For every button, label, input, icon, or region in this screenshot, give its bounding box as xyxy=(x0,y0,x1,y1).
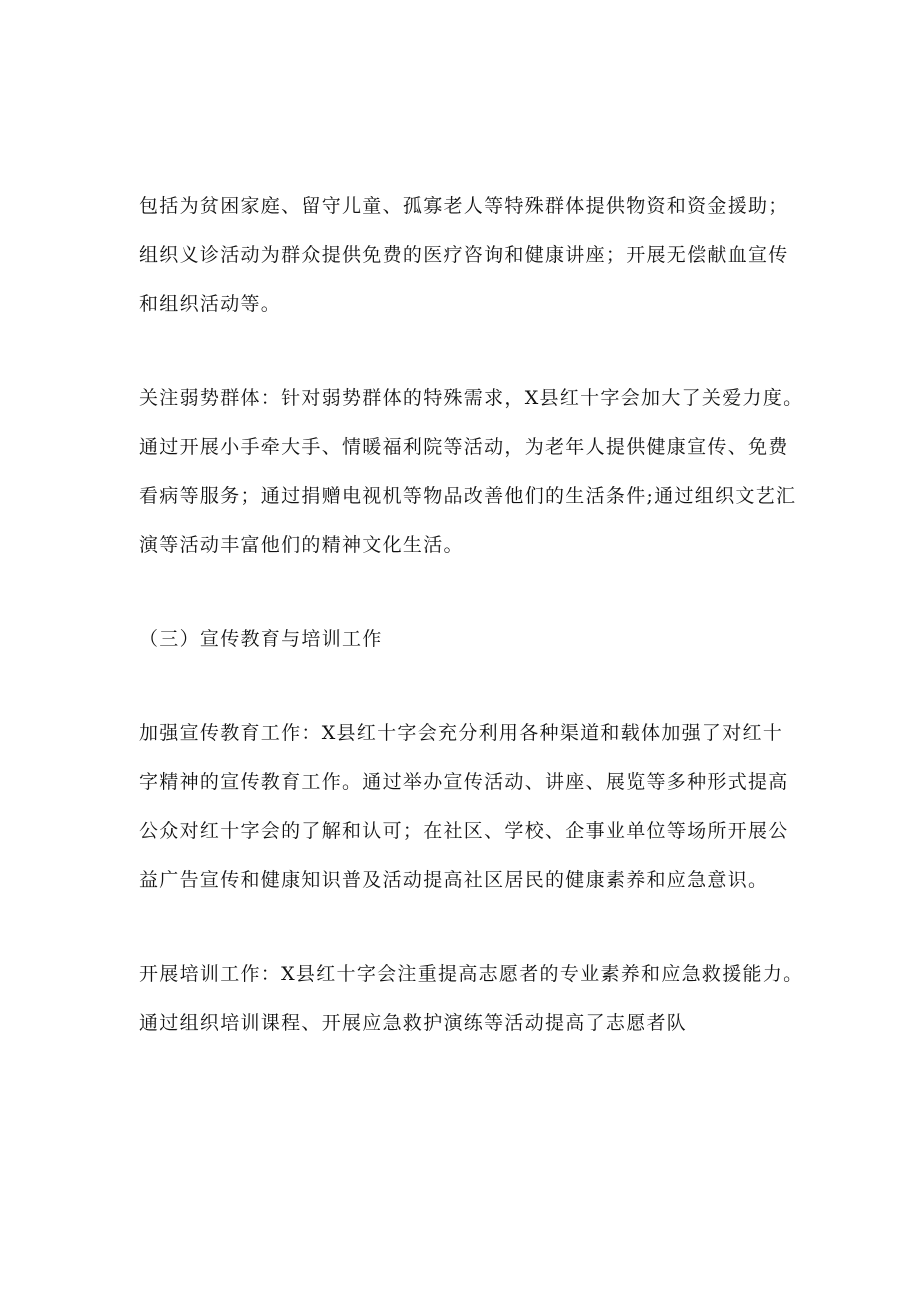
section-heading-text: （三）宣传教育与培训工作 xyxy=(139,628,383,650)
text-line: 演等活动丰富他们的精神文化生活。 xyxy=(139,534,464,556)
text-line: 关注弱势群体：针对弱势群体的特殊需求，X县红十字会加大了关爱力度。 xyxy=(139,387,804,409)
text-line: 益广告宣传和健康知识普及活动提高社区居民的健康素养和应急意识。 xyxy=(139,869,769,891)
paragraph-aid-activities xyxy=(139,182,789,329)
text-line: 包括为贫困家庭、留守儿童、孤寡老人等特殊群体提供物资和资金援助； xyxy=(139,195,789,217)
text-line: 和组织活动等。 xyxy=(139,293,282,315)
text-line: 加强宣传教育工作：X县红十字会充分利用各种渠道和载体加强了对红十 xyxy=(139,722,784,744)
paragraph-publicity-education xyxy=(139,709,789,905)
text-line: 开展培训工作：X县红十字会注重提高志愿者的专业素养和应急救援能力。 xyxy=(139,963,804,985)
section-heading xyxy=(139,615,789,664)
text-line: 公众对红十字会的了解和认可；在社区、学校、企事业单位等场所开展公 xyxy=(139,820,789,842)
text-line: 通过组织培训课程、开展应急救护演练等活动提高了志愿者队 xyxy=(139,1012,688,1034)
text-line: 通过开展小手牵大手、情暖福利院等活动，为老年人提供健康宣传、免费 xyxy=(139,436,789,458)
text-line: 字精神的宣传教育工作。通过举办宣传活动、讲座、展览等多种形式提高 xyxy=(139,771,789,793)
text-line: 看病等服务；通过捐赠电视机等物品改善他们的生活条件;通过组织文艺汇 xyxy=(139,485,797,507)
paragraph-vulnerable-groups xyxy=(139,374,804,570)
text-line: 组织义诊活动为群众提供免费的医疗咨询和健康讲座；开展无偿献血宣传 xyxy=(139,244,789,266)
paragraph-training xyxy=(139,950,804,1048)
